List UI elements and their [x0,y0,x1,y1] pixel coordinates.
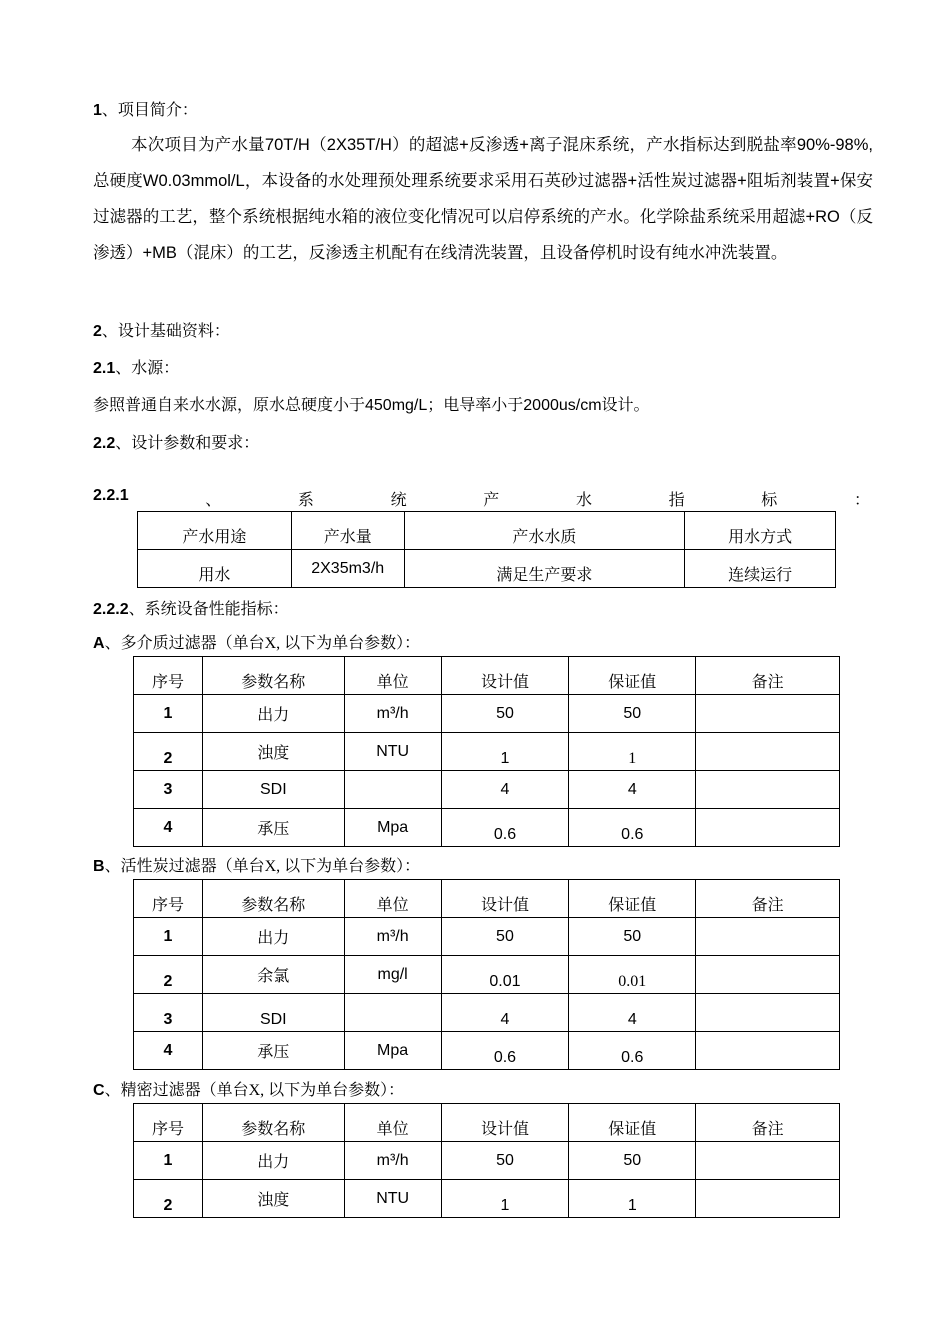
table-c [133,1103,840,1218]
table-header-row [134,657,840,695]
row-number: 3 [134,771,203,809]
table-row [134,809,840,847]
param-name: 浊度 [202,1180,344,1218]
section-2-2-number: 2.2 [93,435,116,452]
section-2-2-1-number: 2.2.1 [93,487,129,504]
header-cell: 备注 [696,880,840,918]
table-row [134,771,840,809]
header-cell: 保证值 [569,1104,696,1142]
header-cell: 备注 [696,1104,840,1142]
table-cell: 用水 [138,550,292,588]
design-value: 50 [441,918,569,956]
output-water-table [137,511,836,588]
table-b [133,879,840,1070]
project-summary-paragraph: 本次项目为产水量70T/H（2X35T/H）的超滤+反渗透+离子混床系统，产水指标达到脱盐率90%-98%, 总硬度W0.03mmol/L，本设备的水处理预处理系统要求采用石英砂过滤器+活性炭过滤器+阻垢剂装置+保安过滤器的工艺，整个系统根据纯水箱的液位变化情况可以启停系统的产水。化学除盐系统采用超滤+RO（反渗透）+MB（混床）的工艺，反渗透主机配有在线清洗装置，且设备停机时设有纯水冲洗装置。 [93,136,873,262]
heading-char: 标 [761,492,778,509]
section-2-heading [93,322,230,342]
section-2-2-title: 、设计参数和要求： [115,435,260,452]
remark [696,771,840,809]
remark [696,695,840,733]
heading-char: 、 [205,492,222,509]
param-name: 出力 [202,1142,344,1180]
row-number: 2 [134,956,203,994]
header-cell: 产水量 [291,512,404,550]
table-row [134,956,840,994]
param-name: SDI [202,771,344,809]
table-b-letter: B [93,858,105,875]
design-value: 1 [441,733,569,771]
row-number: 1 [134,695,203,733]
table-c-letter: C [93,1082,105,1099]
table-row [134,695,840,733]
guaranteed-value: 0.6 [569,809,696,847]
header-cell: 参数名称 [202,657,344,695]
param-name: 浊度 [202,733,344,771]
guaranteed-value: 1 [569,1180,696,1218]
heading-char: ： [853,492,870,509]
section-1-number: 1 [93,102,102,119]
unit: Mpa [344,1032,441,1070]
heading-char: 统 [390,492,407,509]
param-name: 承压 [202,1032,344,1070]
section-2-2-heading [93,434,259,454]
design-value: 4 [441,771,569,809]
header-cell: 序号 [134,1104,203,1142]
unit: NTU [344,1180,441,1218]
row-number: 4 [134,1032,203,1070]
section-2-2-2-title: 、系统设备性能指标： [128,601,289,618]
remark [696,809,840,847]
param-name: 承压 [202,809,344,847]
design-value: 0.01 [441,956,569,994]
table-cell: 满足生产要求 [404,550,685,588]
table-cell: 2X35m3/h [291,550,404,588]
table-cell: 连续运行 [685,550,836,588]
table-a-letter: A [93,635,105,652]
row-number: 2 [134,1180,203,1218]
table-header-row [134,1104,840,1142]
table-row [134,733,840,771]
param-name: SDI [202,994,344,1032]
table-c-caption-text: 、精密过滤器（单台X, 以下为单台参数）： [104,1082,405,1099]
row-number: 2 [134,733,203,771]
design-value: 50 [441,1142,569,1180]
guaranteed-value: 0.01 [569,956,696,994]
header-cell: 单位 [344,880,441,918]
row-number: 3 [134,994,203,1032]
section-2-2-1-heading [93,487,870,510]
param-name: 出力 [202,695,344,733]
section-2-1-heading [93,359,179,379]
unit [344,771,441,809]
heading-char: 水 [575,492,592,509]
remark [696,1180,840,1218]
heading-char: 产 [483,492,500,509]
guaranteed-value: 4 [569,771,696,809]
section-2-title: 、设计基础资料： [101,323,230,340]
design-value: 1 [441,1180,569,1218]
header-cell: 序号 [134,657,203,695]
section-2-number: 2 [93,323,102,340]
guaranteed-value: 50 [569,918,696,956]
table-b-caption-text: 、活性炭过滤器（单台X, 以下为单台参数）： [104,858,421,875]
header-cell: 参数名称 [202,880,344,918]
row-number: 4 [134,809,203,847]
guaranteed-value: 50 [569,1142,696,1180]
heading-char: 指 [668,492,685,509]
header-cell: 单位 [344,657,441,695]
section-2-2-2-number: 2.2.2 [93,601,129,618]
unit: m³/h [344,695,441,733]
row-number: 1 [134,918,203,956]
header-cell: 用水方式 [685,512,836,550]
param-name: 余氯 [202,956,344,994]
header-cell: 设计值 [441,1104,569,1142]
header-cell: 产水用途 [138,512,292,550]
table-row [134,994,840,1032]
section-1-title: 、项目简介： [101,102,198,119]
unit: mg/l [344,956,441,994]
remark [696,918,840,956]
header-cell: 设计值 [441,657,569,695]
table-a-caption-text: 、多介质过滤器（单台X, 以下为单台参数）： [104,635,421,652]
design-value: 4 [441,994,569,1032]
design-value: 0.6 [441,1032,569,1070]
heading-char: 系 [297,492,314,509]
remark [696,1032,840,1070]
table-c-caption [93,1081,404,1101]
header-cell: 单位 [344,1104,441,1142]
section-2-1-title: 、水源： [115,360,180,377]
header-cell: 序号 [134,880,203,918]
table-b-caption [93,857,420,877]
table-row [134,918,840,956]
section-2-1-number: 2.1 [93,360,116,377]
table-row [134,1180,840,1218]
guaranteed-value: 4 [569,994,696,1032]
guaranteed-value: 50 [569,695,696,733]
section-1-heading [93,101,198,121]
header-cell: 保证值 [569,657,696,695]
table-row [138,550,836,588]
unit: m³/h [344,1142,441,1180]
unit: m³/h [344,918,441,956]
table-header-row [134,880,840,918]
table-a [133,656,840,847]
remark [696,956,840,994]
header-cell: 产水水质 [404,512,685,550]
remark [696,994,840,1032]
table-row [134,1032,840,1070]
table-a-caption [93,634,420,654]
remark [696,733,840,771]
param-name: 出力 [202,918,344,956]
table-row [134,1142,840,1180]
unit: Mpa [344,809,441,847]
header-cell: 参数名称 [202,1104,344,1142]
unit [344,994,441,1032]
table-header-row [138,512,836,550]
section-2-2-2-heading [93,600,289,620]
header-cell: 备注 [696,657,840,695]
row-number: 1 [134,1142,203,1180]
guaranteed-value: 1 [569,733,696,771]
design-value: 0.6 [441,809,569,847]
remark [696,1142,840,1180]
design-value: 50 [441,695,569,733]
water-source-text: 参照普通自来水水源，原水总硬度小于450mg/L；电导率小于2000us/cm设计。 [93,397,650,414]
header-cell: 保证值 [569,880,696,918]
guaranteed-value: 0.6 [569,1032,696,1070]
unit: NTU [344,733,441,771]
header-cell: 设计值 [441,880,569,918]
